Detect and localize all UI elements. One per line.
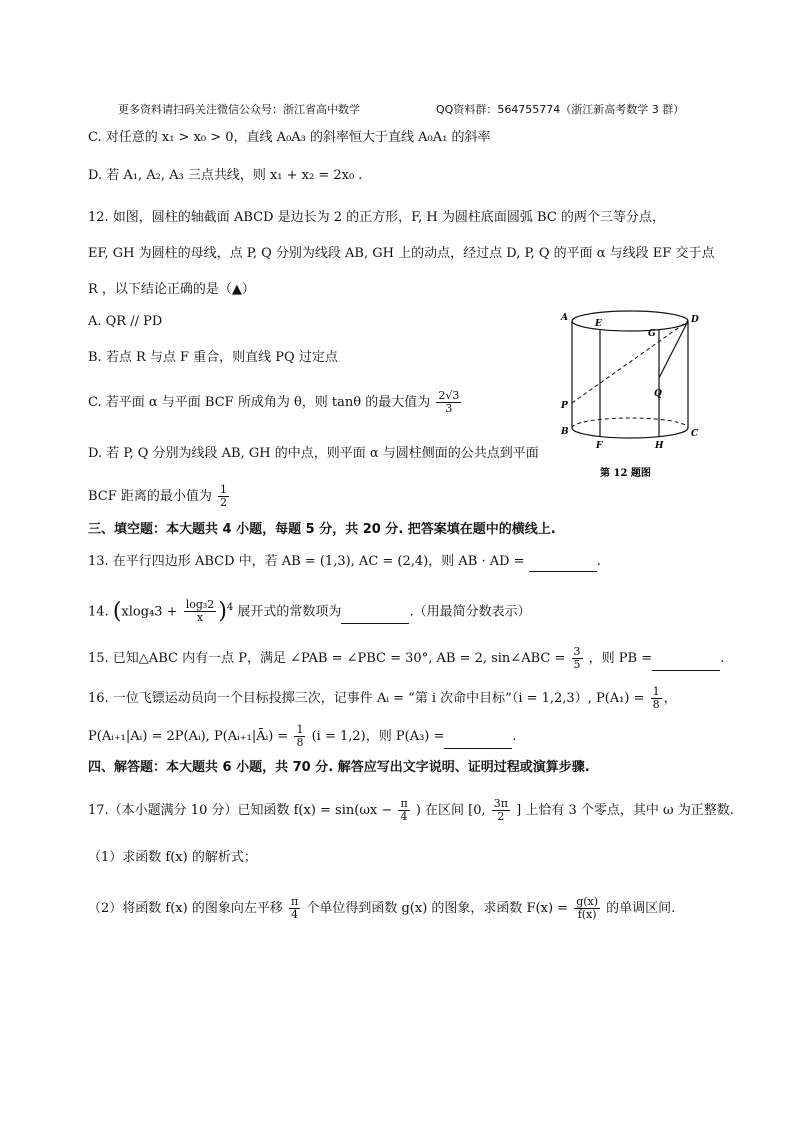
section-4-heading: 四、解答题：本大题共 6 小题，共 70 分. 解答应写出文字说明、证明过程或演算步骤. xyxy=(88,760,590,775)
label-c: C xyxy=(691,429,699,439)
bottom-arc-front xyxy=(572,428,688,438)
q16-num-1: 1 xyxy=(652,685,660,698)
q17-pi-fraction xyxy=(398,798,409,823)
q16-num-2: 1 xyxy=(296,723,304,736)
q12-option-c-fraction xyxy=(436,390,461,415)
q16-answer-blank[interactable] xyxy=(444,735,512,749)
q12-c-num: 2√3 xyxy=(438,389,460,402)
q12-stem-line3: R ，以下结论正确的是（▲） xyxy=(88,282,255,297)
q14 xyxy=(88,598,531,624)
q17-part2-mid: 个单位得到函数 g(x) 的图象，求函数 F(x) = xyxy=(306,901,569,916)
q14-exponent: 4 xyxy=(226,602,234,613)
q16-line2 xyxy=(88,724,517,749)
q17-p2-num: π xyxy=(290,895,299,908)
q12-option-a: A. QR // PD xyxy=(88,314,163,329)
q17-pi-den: 4 xyxy=(400,810,408,823)
q17-p2-fden: f(x) xyxy=(577,908,597,921)
q12-option-c xyxy=(88,390,463,415)
label-a: A xyxy=(561,313,568,323)
top-ellipse xyxy=(572,311,688,331)
q14-note: .（用最简分数表示） xyxy=(409,604,531,620)
figure-caption: 第 12 题图 xyxy=(600,468,651,479)
q14-text: 展开式的常数项为 xyxy=(237,604,342,620)
cylinder-figure xyxy=(558,300,708,485)
q12-option-d-fraction xyxy=(218,484,229,509)
q17-part2-pi-fraction xyxy=(289,896,300,921)
q12-option-d-text: BCF 距离的最小值为 xyxy=(88,489,212,504)
label-h: H xyxy=(655,441,664,451)
q15-den: 5 xyxy=(573,658,581,671)
label-f: F xyxy=(596,441,603,451)
q14-number: 14. xyxy=(88,604,109,620)
q17-interval-fraction xyxy=(492,798,510,823)
label-e: E xyxy=(595,319,602,329)
q12-option-c-text: C. 若平面 α 与平面 BCF 所成角为 θ，则 tanθ 的最大值为 xyxy=(88,395,431,410)
q13-text: 13. 在平行四边形 ABCD 中，若 AB = (1,3), AC = (2,4)，则 AB · AD = xyxy=(88,554,525,569)
q12-d-num: 1 xyxy=(220,483,228,496)
q14-den: x xyxy=(196,611,204,625)
q16-den-1: 8 xyxy=(652,698,660,711)
label-g: G xyxy=(648,329,656,339)
q17-pi-num: π xyxy=(400,797,408,810)
q16-line1 xyxy=(88,686,677,711)
q15-text: 15. 已知△ABC 内有一点 P，满足 ∠PAB = ∠PBC = 30°, AB = 2, sin∠ABC = xyxy=(88,651,566,666)
q17-text: 17.（本小题满分 10 分）已知函数 f(x) = sin(ωx − xyxy=(88,803,393,818)
q14-close-paren: ) xyxy=(218,598,227,624)
q16-den-2: 8 xyxy=(296,736,304,749)
q14-term: xlog₄3 + xyxy=(121,604,178,620)
q17-post: ] 上恰有 3 个零点，其中 ω 为正整数. xyxy=(516,803,734,818)
q13-end: . xyxy=(596,554,601,569)
section-3-heading: 三、填空题：本大题共 4 小题，每题 5 分，共 20 分. 把答案填在题中的横线上. xyxy=(88,522,556,537)
q13-answer-blank[interactable] xyxy=(529,558,597,572)
q16-line2-mid: (i = 1,2)，则 P(A₃) = xyxy=(311,729,445,744)
q13 xyxy=(88,552,601,572)
q11-option-d: D. 若 A₁, A₂, A₃ 三点共线，则 x₁ + x₂ = 2x₀ . xyxy=(88,168,363,183)
q14-open-paren: ( xyxy=(112,598,122,624)
bottom-arc-back xyxy=(572,418,688,428)
q15-end: . xyxy=(720,651,725,666)
q17-part2-end: 的单调区间. xyxy=(606,901,676,916)
q15-fraction xyxy=(572,646,583,671)
q17-stem xyxy=(88,798,734,823)
q17-p2-fnum: g(x) xyxy=(576,895,599,908)
q15-num: 3 xyxy=(573,645,581,658)
q17-part2-func-fraction xyxy=(574,896,600,921)
q16-line1-text: 16. 一位飞镖运动员向一个目标投掷三次，记事件 Aᵢ = “第 i 次命中目标”（i = 1,2,3）, P(A₁) = xyxy=(88,691,645,706)
q12-option-d-line1: D. 若 P, Q 分别为线段 AB, GH 的中点，则平面 α 与圆柱侧面的公共点到平面 xyxy=(88,446,539,461)
q12-d-den: 2 xyxy=(220,496,228,509)
q17-mid: ) 在区间 [0, xyxy=(415,803,486,818)
label-b: B xyxy=(561,427,569,437)
q16-fraction-1 xyxy=(651,686,662,711)
q14-answer-blank[interactable] xyxy=(341,610,409,624)
q17-part1: （1）求函数 f(x) 的解析式； xyxy=(88,850,257,865)
q15-post: ，则 PB = xyxy=(588,651,653,666)
q16-line1-end: ， xyxy=(663,691,677,706)
label-d: D xyxy=(691,315,699,325)
q17-int-num: 3π xyxy=(493,797,508,810)
q12-option-b: B. 若点 R 与点 F 重合，则直线 PQ 过定点 xyxy=(88,350,338,365)
q16-line2-text: P(Aᵢ₊₁|Aᵢ) = 2P(Aᵢ), P(Aᵢ₊₁|Āᵢ) = xyxy=(88,729,289,744)
header-left: 更多资料请扫码关注微信公众号：浙江省高中数学 xyxy=(118,103,360,116)
q16-fraction-2 xyxy=(294,724,305,749)
segment-pd xyxy=(572,321,688,403)
q17-int-den: 2 xyxy=(497,810,505,823)
q12-c-den: 3 xyxy=(445,402,453,415)
q16-line2-end: . xyxy=(512,729,517,744)
q17-part2 xyxy=(88,896,675,921)
label-p: P xyxy=(561,401,568,411)
q12-option-d-line2 xyxy=(88,484,231,509)
q15-answer-blank[interactable] xyxy=(652,657,720,671)
q14-num: log₃2 xyxy=(185,598,215,612)
q11-option-c: C. 对任意的 x₁ > x₀ > 0，直线 A₀A₃ 的斜率恒大于直线 A₀A₁ 的斜率 xyxy=(88,130,491,145)
q12-stem-line2: EF, GH 为圆柱的母线，点 P, Q 分别为线段 AB, GH 上的动点，经过点 D, P, Q 的平面 α 与线段 EF 交于点 xyxy=(88,246,715,261)
q17-part2-text: （2）将函数 f(x) 的图象向左平移 xyxy=(88,901,283,916)
q15 xyxy=(88,646,724,671)
q14-fraction xyxy=(184,599,217,624)
q17-p2-den: 4 xyxy=(291,908,299,921)
label-q: Q xyxy=(654,389,662,399)
header-right: QQ资料群：564755774（浙江新高考数学 3 群） xyxy=(436,103,685,116)
q12-stem-line1: 12. 如图，圆柱的轴截面 ABCD 是边长为 2 的正方形，F, H 为圆柱底面圆弧 BC 的两个三等分点， xyxy=(88,210,665,225)
